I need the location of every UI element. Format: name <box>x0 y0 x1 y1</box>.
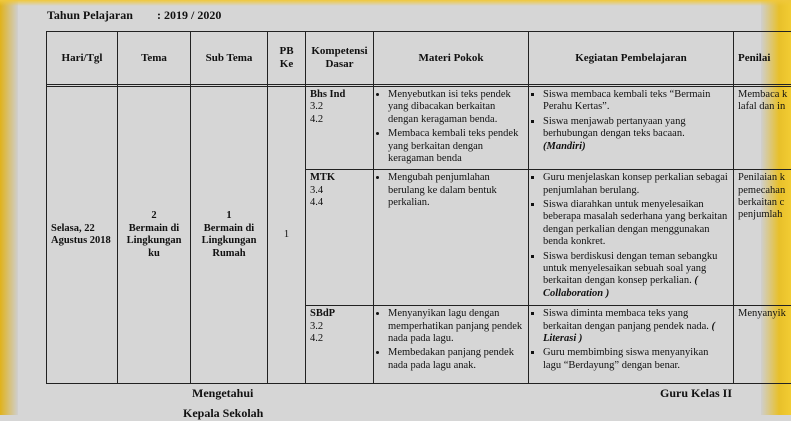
penilaian-cell: Menyanyik <box>734 306 791 384</box>
header-row <box>47 32 791 85</box>
kd-item: 3.2 <box>310 321 369 333</box>
footer-teacher: Guru Kelas II <box>660 386 732 401</box>
header-kd: Kompetensi Dasar <box>306 32 374 85</box>
kegiatan-item <box>543 251 729 301</box>
kd-item: 3.4 <box>310 185 369 197</box>
header-hari: Hari/Tgl <box>47 32 118 85</box>
kegiatan-item: ▪ Siswa diarahkan untuk menyelesaikan beberapa masalah sederhana yang berkaitan dengan perkalian dengan menggunakan benda konkret. <box>543 199 729 249</box>
kd-cell <box>306 87 374 170</box>
kegiatan-item <box>543 116 729 153</box>
subtema-name: Bermain di Lingkungan Rumah <box>195 223 263 260</box>
tema-name: Bermain di Lingkungan ku <box>122 223 186 260</box>
tema-cell <box>118 87 191 384</box>
table-row <box>47 87 791 170</box>
school-year-value: : 2019 / 2020 <box>157 8 221 22</box>
kegiatan-item: ▪ Siswa membaca kembali teks “Bermain Perahu Kertas”. <box>543 89 729 114</box>
materi-item: • Menyebutkan isi teks pendek yang dibacakan berkaitan dengan keragaman benda. <box>388 89 524 126</box>
lesson-plan-table <box>46 31 791 384</box>
top-edge-shadow <box>0 0 791 6</box>
kegiatan-cell <box>529 170 734 306</box>
kegiatan-item: ▪ Guru membimbing siswa menyanyikan lagu “Berdayung” dengan benar. <box>543 347 729 372</box>
subtema-cell <box>191 87 268 384</box>
kegiatan-cell <box>529 306 734 384</box>
kegiatan-note: ( Literasi ) <box>543 321 715 344</box>
kd-item: 4.2 <box>310 114 369 126</box>
kegiatan-text: Siswa menjawab pertanyaan yang berhubungan dengan teks bacaan. <box>543 116 686 139</box>
header-kegiatan: Kegiatan Pembelajaran <box>529 32 734 85</box>
materi-item: • Membaca kembali teks pendek yang berkaitan dengan keragaman benda <box>388 128 524 165</box>
materi-item: • Menyanyikan lagu dengan memperhatikan panjang pendek nada pada lagu. <box>388 308 524 345</box>
kd-item: 3.2 <box>310 101 369 113</box>
subject-name: SBdP <box>310 308 369 320</box>
materi-cell <box>374 170 529 306</box>
header-penilaian: Penilai <box>734 32 791 85</box>
kd-item: 4.2 <box>310 333 369 345</box>
pb-cell: 1 <box>268 87 306 384</box>
kd-cell <box>306 170 374 306</box>
penilaian-cell: Membaca k lafal dan in <box>734 87 791 170</box>
materi-item: • Mengubah penjumlahan berulang ke dalam bentuk perkalian. <box>388 172 524 209</box>
kd-item: 4.4 <box>310 197 369 209</box>
kegiatan-cell <box>529 87 734 170</box>
school-year-label: Tahun Pelajaran <box>47 8 157 23</box>
footer-principal: Kepala Sekolah <box>183 406 263 421</box>
materi-cell <box>374 87 529 170</box>
subject-name: MTK <box>310 172 369 184</box>
header-materi: Materi Pokok <box>374 32 529 85</box>
header-pb: PB Ke <box>268 32 306 85</box>
subtema-number: 1 <box>195 210 263 222</box>
hari-cell: Selasa, 22 Agustus 2018 <box>47 87 118 384</box>
footer-acknowledged: Mengetahui <box>192 386 253 401</box>
kegiatan-text: Siswa berdiskusi dengan teman sebangku untuk menyelesaikan sebuah soal yang berkaitan dengan konsep perkalian. <box>543 251 717 287</box>
penilaian-cell: Penilaian k pemecahan berkaitan c penjumlah <box>734 170 791 306</box>
left-edge-shadow <box>0 0 18 415</box>
header-tema: Tema <box>118 32 191 85</box>
kegiatan-note: ( Collaboration ) <box>543 275 698 298</box>
kd-cell <box>306 306 374 384</box>
materi-item: • Membedakan panjang pendek nada pada lagu anak. <box>388 347 524 372</box>
school-year <box>47 8 221 23</box>
kegiatan-text: Siswa diminta membaca teks yang berkaitan dengan panjang pendek nada. <box>543 308 709 331</box>
header-subtema: Sub Tema <box>191 32 268 85</box>
kegiatan-item <box>543 308 729 345</box>
kegiatan-note: (Mandiri) <box>543 141 586 152</box>
tema-number: 2 <box>122 210 186 222</box>
materi-cell <box>374 306 529 384</box>
kegiatan-item: ▪ Guru menjelaskan konsep perkalian sebagai penjumlahan berulang. <box>543 172 729 197</box>
subject-name: Bhs Ind <box>310 89 369 101</box>
